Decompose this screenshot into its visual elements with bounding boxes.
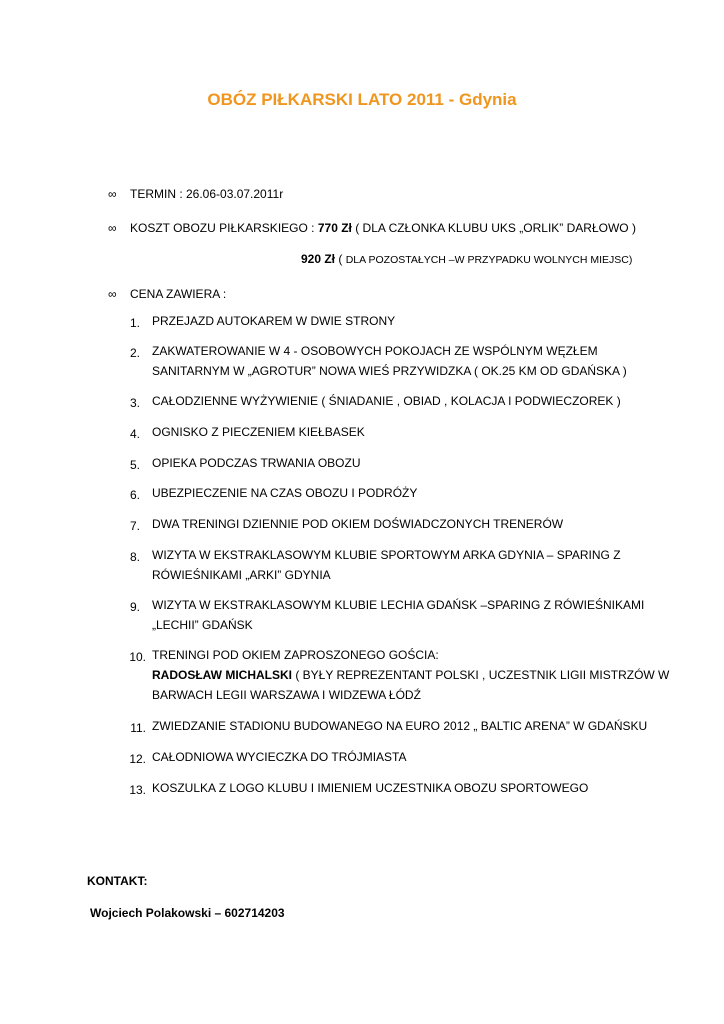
list-item-number: 5. — [129, 458, 140, 472]
guest-name: RADOSŁAW MICHALSKI — [152, 668, 292, 682]
list-item-text — [152, 665, 669, 685]
koszt-line — [130, 221, 636, 235]
contact-heading: KONTAKT: — [87, 874, 148, 888]
list-item-text: OPIEKA PODCZAS TRWANIA OBOZU — [152, 456, 361, 470]
infinity-bullet-icon: ∞ — [108, 221, 117, 235]
list-item-text: „LECHII” GDAŃSK — [152, 618, 253, 632]
list-item-text: KOSZULKA Z LOGO KLUBU I IMIENIEM UCZESTNIKA OBOZU SPORTOWEGO — [152, 781, 589, 795]
list-item-number: 12. — [129, 752, 146, 766]
price-member: 770 Zł — [317, 221, 352, 235]
list-item-number: 3. — [129, 396, 140, 410]
koszt-line-2 — [301, 252, 632, 266]
list-item-number: 6. — [129, 488, 140, 502]
price-member-note: ( DLA CZŁONKA KLUBU UKS „ORLIK” DARŁOWO ) — [355, 221, 636, 235]
list-item-number: 13. — [129, 783, 146, 797]
list-item-text: CAŁODZIENNE WYŻYWIENIE ( ŚNIADANIE , OBIAD , KOLACJA I PODWIECZOREK ) — [152, 394, 621, 408]
infinity-bullet-icon: ∞ — [108, 187, 117, 201]
guest-description: ( BYŁY REPREZENTANT POLSKI , UCZESTNIK LIGII MISTRZÓW W — [292, 668, 670, 682]
price-others-note: DLA POZOSTAŁYCH –W PRZYPADKU WOLNYCH MIEJSC) — [345, 254, 633, 266]
list-item-number: 10. — [129, 650, 146, 664]
list-item-number: 2. — [129, 346, 140, 360]
list-item-text: ZWIEDZANIE STADIONU BUDOWANEGO NA EURO 2012 „ BALTIC ARENA” W GDAŃSKU — [152, 719, 648, 733]
price-others-paren: ( — [338, 252, 343, 266]
cena-zawiera-label: CENA ZAWIERA : — [130, 287, 227, 301]
list-item-number: 1. — [129, 316, 140, 330]
list-item-number: 4. — [129, 427, 140, 441]
list-item-text: WIZYTA W EKSTRAKLASOWYM KLUBIE SPORTOWYM ARKA GDYNIA – SPARING Z — [152, 548, 621, 562]
list-item-number: 8. — [129, 550, 140, 564]
koszt-label: KOSZT OBOZU PIŁKARSKIEGO : — [130, 221, 315, 235]
list-item-text: DWA TRENINGI DZIENNIE POD OKIEM DOŚWIADCZONYCH TRENERÓW — [152, 517, 564, 531]
list-item-text: UBEZPIECZENIE NA CZAS OBOZU I PODRÓŻY — [152, 486, 418, 500]
list-item-text: ZAKWATEROWANIE W 4 - OSOBOWYCH POKOJACH ZE WSPÓLNYM WĘZŁEM — [152, 344, 598, 358]
list-item-text: CAŁODNIOWA WYCIECZKA DO TRÓJMIASTA — [152, 750, 407, 764]
price-others: 920 Zł — [301, 252, 336, 266]
list-item-text: WIZYTA W EKSTRAKLASOWYM KLUBIE LECHIA GDAŃSK –SPARING Z RÓWIEŚNIKAMI — [152, 598, 645, 612]
list-item-text: RÓWIEŚNIKAMI „ARKI” GDYNIA — [152, 568, 331, 582]
infinity-bullet-icon: ∞ — [108, 287, 117, 301]
contact-person: Wojciech Polakowski – 602714203 — [90, 906, 285, 920]
list-item-number: 11. — [130, 721, 146, 735]
list-item-text: SANITARNYM W „AGROTUR” NOWA WIEŚ PRZYWIDZKA ( OK.25 KM OD GDAŃSKA ) — [152, 364, 627, 378]
list-item-text: PRZEJAZD AUTOKAREM W DWIE STRONY — [152, 314, 396, 328]
list-item-text: OGNISKO Z PIECZENIEM KIEŁBASEK — [152, 425, 365, 439]
list-item-text: BARWACH LEGII WARSZAWA I WIDZEWA ŁÓDŹ — [152, 688, 421, 702]
list-item-number: 7. — [129, 519, 140, 533]
list-item-number: 9. — [129, 600, 140, 614]
page-title: OBÓZ PIŁKARSKI LATO 2011 - Gdynia — [207, 90, 517, 109]
termin-text: TERMIN : 26.06-03.07.2011r — [130, 187, 284, 201]
list-item-text: TRENINGI POD OKIEM ZAPROSZONEGO GOŚCIA: — [152, 648, 439, 662]
